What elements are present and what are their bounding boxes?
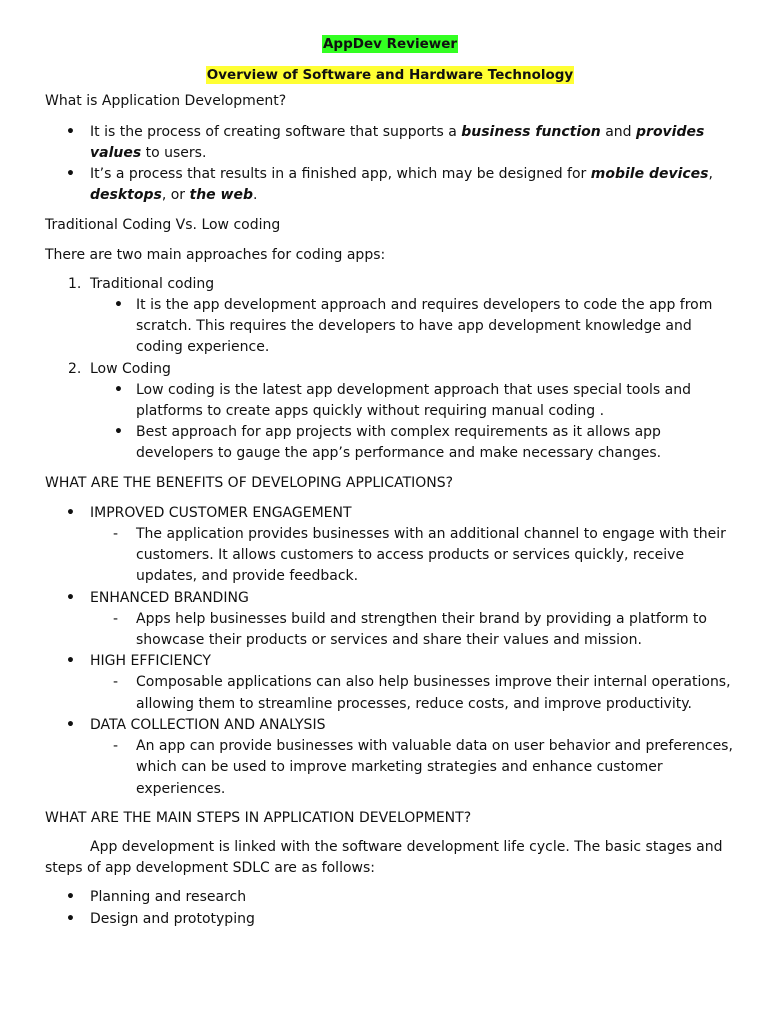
list-item: - An app can provide businesses with valuable data on user behavior and preferences, which can be used to improve marketing strategies and enhance customer experiences. — [45, 736, 735, 800]
list-item: • It is the process of creating software that supports a business function and provides values to users. — [45, 122, 735, 164]
section-heading-steps: WHAT ARE THE MAIN STEPS IN APPLICATION DEVELOPMENT? — [45, 809, 472, 826]
approaches-list — [45, 274, 735, 465]
list-item: • Design and prototyping — [45, 909, 735, 930]
what-is-list — [45, 122, 735, 207]
list-item: • Planning and research — [45, 887, 735, 908]
benefits-list — [45, 503, 735, 800]
list-item: • Best approach for app projects with complex requirements as it allows app developers to gauge the app’s performance and make necessary changes. — [45, 422, 735, 464]
document-title: AppDev Reviewer — [322, 36, 458, 52]
list-item: - Composable applications can also help businesses improve their internal operations, allowing them to streamline processes, reduce costs, and improve productivity. — [45, 672, 735, 714]
list-item: • ENHANCED BRANDING — [45, 588, 735, 609]
section-heading-what-is: What is Application Development? — [45, 93, 287, 110]
list-item: 2. Low Coding — [68, 360, 171, 377]
section-heading-trad-vs-low: Traditional Coding Vs. Low coding — [45, 217, 281, 234]
section-heading-benefits: WHAT ARE THE BENEFITS OF DEVELOPING APPLICATIONS? — [45, 474, 454, 491]
list-item: • IMPROVED CUSTOMER ENGAGEMENT — [45, 503, 735, 524]
list-item: 1. Traditional coding — [68, 275, 215, 292]
document-page — [45, 34, 735, 930]
list-item: • It is the app development approach and requires developers to code the app from scratch. This requires the developers to have app development knowledge and coding experience. — [45, 295, 735, 359]
list-item: • DATA COLLECTION AND ANALYSIS — [45, 715, 735, 736]
list-item: - The application provides businesses with an additional channel to engage with their customers. It allows customers to access products or services quickly, receive updates, and provide feedback. — [45, 524, 735, 588]
section-intro: There are two main approaches for coding apps: — [45, 246, 386, 263]
list-item: • It’s a process that results in a finished app, which may be designed for mobile devices, desktops, or the web. — [45, 164, 735, 206]
steps-list — [45, 887, 735, 929]
document-subtitle: Overview of Software and Hardware Technology — [206, 67, 574, 84]
section-intro: App development is linked with the software development life cycle. The basic stages and steps of app development SDLC are as follows: — [45, 838, 723, 877]
list-item: • Low coding is the latest app development approach that uses special tools and platforms to create apps quickly without requiring manual coding . — [45, 380, 735, 422]
list-item: - Apps help businesses build and strengthen their brand by providing a platform to showcase their products or services and share their values and mission. — [45, 609, 735, 651]
list-item: • HIGH EFFICIENCY — [45, 651, 735, 672]
